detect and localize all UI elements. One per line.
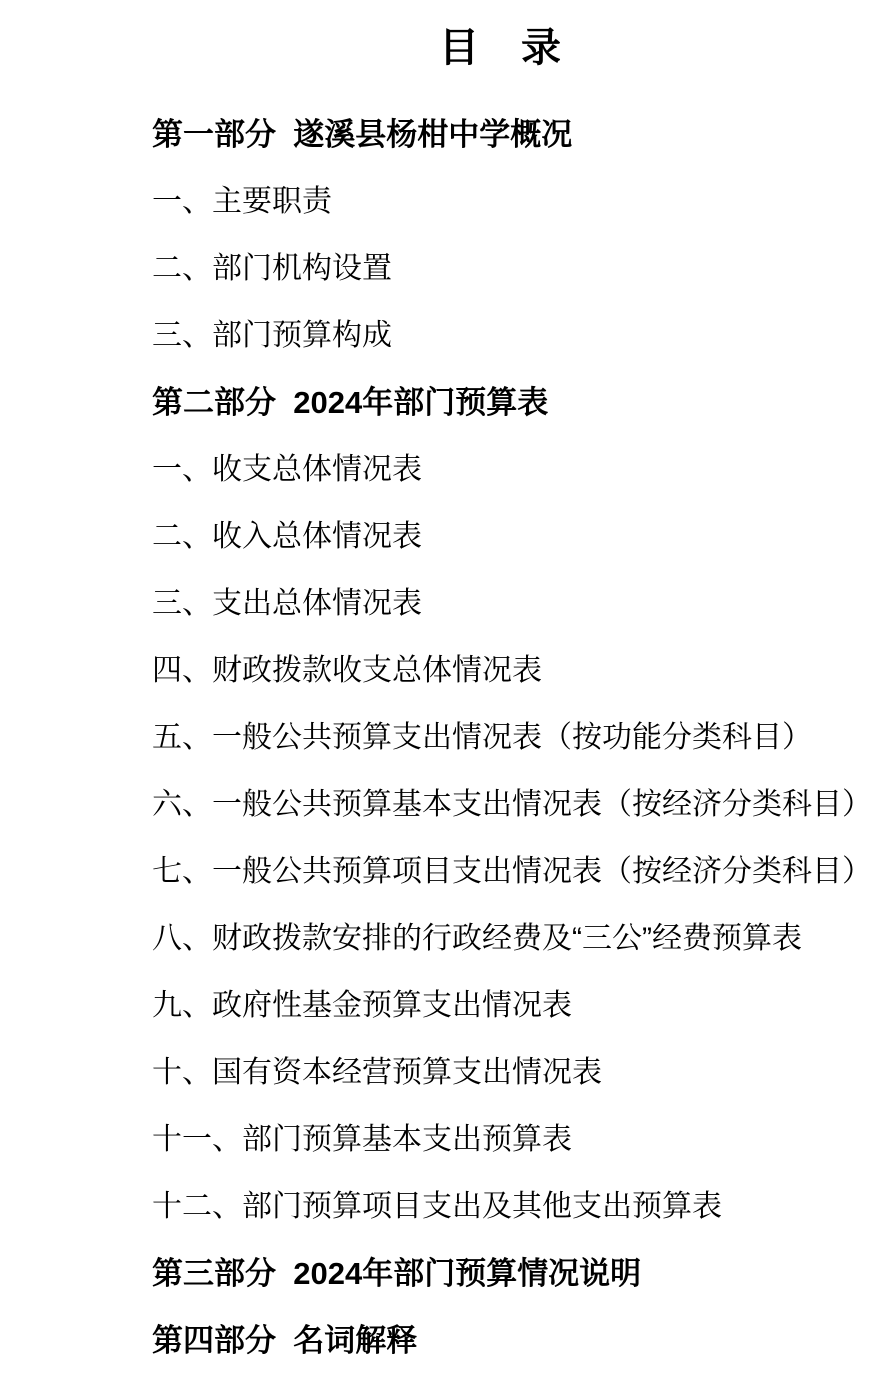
toc-section-heading-part1: 第一部分 遂溪县杨柑中学概况: [152, 117, 573, 152]
toc-section-heading-part2: 第二部分 2024年部门预算表: [152, 385, 549, 420]
toc-item-part2-7: 七、一般公共预算项目支出情况表（按经济分类科目）: [152, 855, 872, 888]
toc-item-part2-6: 六、一般公共预算基本支出情况表（按经济分类科目）: [152, 788, 872, 821]
toc-item-part2-12: 十二、部门预算项目支出及其他支出预算表: [152, 1190, 722, 1223]
toc-item-part2-3: 三、支出总体情况表: [152, 587, 422, 620]
toc-item-part2-11: 十一、部门预算基本支出预算表: [152, 1123, 572, 1156]
page-title: 目 录: [439, 26, 562, 70]
toc-item-part2-1: 一、收支总体情况表: [152, 453, 422, 486]
toc-item-part2-9: 九、政府性基金预算支出情况表: [152, 989, 572, 1022]
toc-item-part2-8: 八、财政拨款安排的行政经费及“三公”经费预算表: [152, 922, 802, 955]
toc-item-part1-2: 二、部门机构设置: [152, 252, 392, 285]
toc-section-heading-part3: 第三部分 2024年部门预算情况说明: [152, 1256, 642, 1291]
toc-item-part1-1: 一、主要职责: [152, 185, 332, 218]
toc-item-part2-4: 四、财政拨款收支总体情况表: [152, 654, 542, 687]
toc-item-part2-10: 十、国有资本经营预算支出情况表: [152, 1056, 602, 1089]
toc-section-heading-part4: 第四部分 名词解释: [152, 1323, 418, 1358]
table-of-contents: [0, 118, 881, 1358]
toc-item-part1-3: 三、部门预算构成: [152, 319, 392, 352]
toc-item-part2-2: 二、收入总体情况表: [152, 520, 422, 553]
toc-item-part2-5: 五、一般公共预算支出情况表（按功能分类科目）: [152, 721, 812, 754]
